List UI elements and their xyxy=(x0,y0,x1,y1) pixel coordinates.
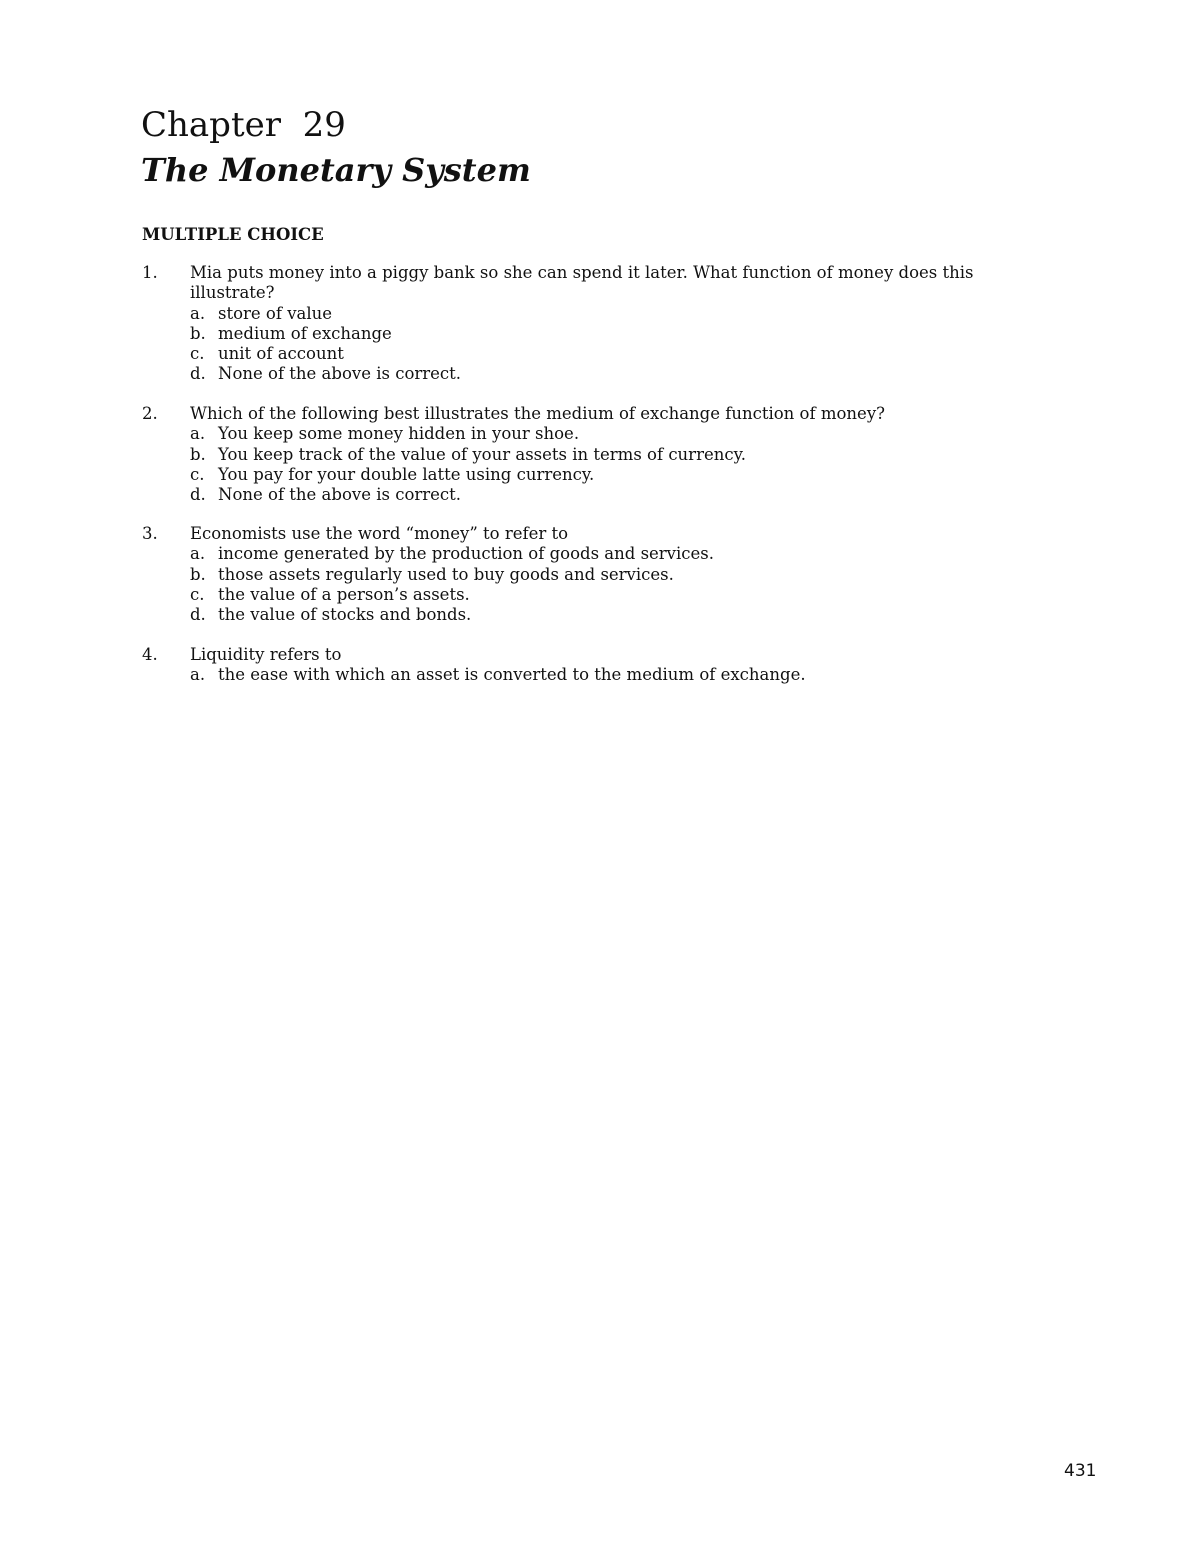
option-text: None of the above is correct. xyxy=(218,364,462,384)
option-letter: d. xyxy=(190,605,206,625)
answer-option xyxy=(190,364,1042,384)
option-text: the ease with which an asset is converted to the medium of exchange. xyxy=(218,665,806,685)
answer-option xyxy=(190,344,1042,364)
option-letter: a. xyxy=(190,303,206,323)
question-2 xyxy=(142,404,1042,505)
answer-option xyxy=(190,544,1042,564)
chapter-title: The Monetary System xyxy=(141,151,531,189)
section-heading: MULTIPLE CHOICE xyxy=(142,225,324,244)
answer-option xyxy=(190,585,1042,605)
option-text: You pay for your double latte using currency. xyxy=(218,464,595,484)
answer-option xyxy=(190,565,1042,585)
answer-option xyxy=(190,665,1042,685)
option-letter: c. xyxy=(190,344,205,364)
question-stem: Liquidity refers to xyxy=(190,645,342,664)
option-text: medium of exchange xyxy=(218,323,392,343)
answer-option xyxy=(190,304,1042,324)
question-stem: Which of the following best illustrates the medium of exchange function of money? xyxy=(190,404,885,423)
option-letter: a. xyxy=(190,544,206,564)
question-stem: Mia puts money into a piggy bank so she can spend it later. What function of money does this illustrate? xyxy=(190,263,974,303)
answer-option xyxy=(190,445,1042,465)
option-text: the value of a person’s assets. xyxy=(218,584,470,604)
question-stem: Economists use the word “money” to refer to xyxy=(190,524,569,543)
page-number: 431 xyxy=(1064,1461,1097,1481)
option-letter: c. xyxy=(190,464,205,484)
question-1 xyxy=(142,263,1042,385)
question-number: 3. xyxy=(142,524,158,543)
option-text: You keep some money hidden in your shoe. xyxy=(218,424,580,444)
question-number: 1. xyxy=(142,263,158,282)
option-letter: b. xyxy=(190,323,206,343)
answer-option xyxy=(190,424,1042,444)
option-text: None of the above is correct. xyxy=(218,485,462,505)
answer-option xyxy=(190,485,1042,505)
option-text: income generated by the production of goods and services. xyxy=(218,544,714,564)
option-letter: b. xyxy=(190,564,206,584)
question-4 xyxy=(142,645,1042,686)
option-letter: a. xyxy=(190,665,206,685)
answer-option xyxy=(190,465,1042,485)
option-letter: d. xyxy=(190,485,206,505)
option-letter: a. xyxy=(190,424,206,444)
question-number: 2. xyxy=(142,404,158,423)
option-text: those assets regularly used to buy goods and services. xyxy=(218,564,674,584)
question-number: 4. xyxy=(142,645,158,664)
option-letter: d. xyxy=(190,364,206,384)
option-text: store of value xyxy=(218,303,333,323)
option-text: You keep track of the value of your assets in terms of currency. xyxy=(218,444,746,464)
question-3 xyxy=(142,524,1042,625)
option-letter: b. xyxy=(190,444,206,464)
option-text: unit of account xyxy=(218,344,344,364)
answer-option xyxy=(190,605,1042,625)
chapter-label: Chapter 29 xyxy=(141,105,346,145)
option-letter: c. xyxy=(190,584,205,604)
answer-option xyxy=(190,324,1042,344)
option-text: the value of stocks and bonds. xyxy=(218,605,472,625)
